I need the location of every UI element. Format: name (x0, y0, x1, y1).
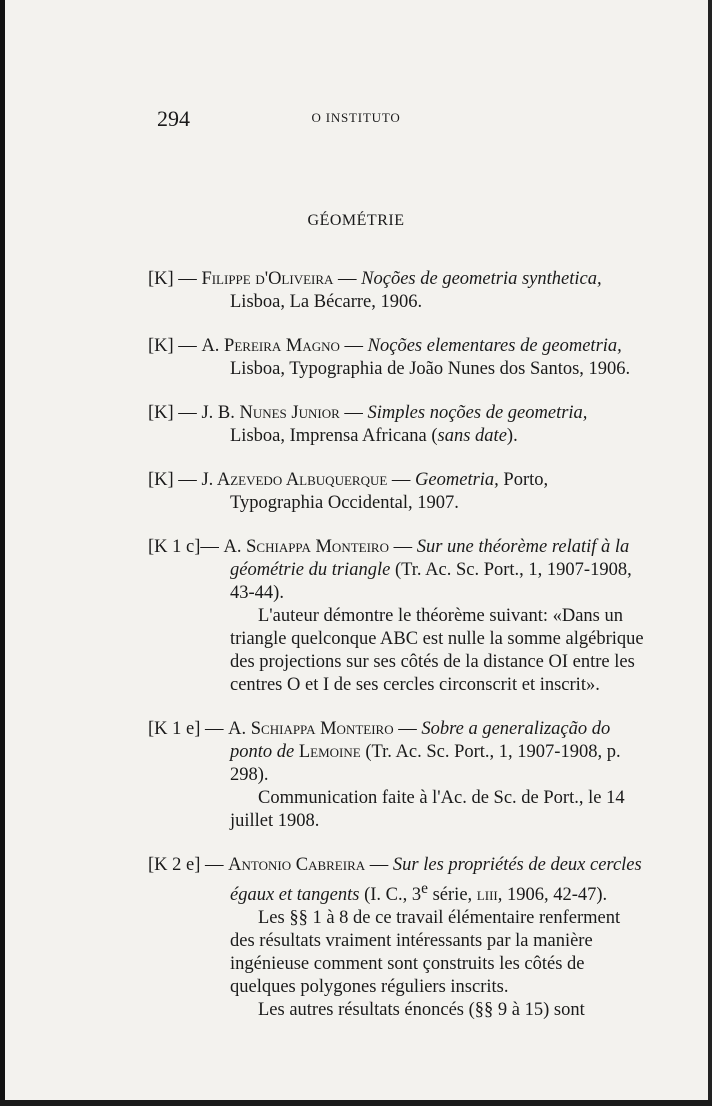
entry-author: A. Pereira Magno (201, 336, 340, 356)
entry-title: Sur les propriétés de deux cercles égaux et tangents (230, 855, 642, 906)
entry-details: Lisboa, Imprensa Africana ( (230, 426, 438, 446)
entry-details: Lisboa, Typographia de João Nunes dos Santos, 1906. (230, 359, 631, 379)
scan-edge-left (0, 0, 5, 1106)
bibliography-entry: [K] — J. B. Nunes Junior — Simples noções de geometria, Lisboa, Imprensa Africana (sans date). (148, 403, 588, 446)
bibliography-entry: [K] — Filippe d'Oliveira — Noções de geometria synthetica, Lisboa, La Bécarre, 1906. (148, 269, 602, 312)
entry-tag: [K 1 c]— (148, 537, 219, 557)
entry-title: Sobre a generalização do ponto de (230, 719, 611, 762)
entry-details: Lisboa, La Bécarre, 1906. (230, 292, 423, 312)
entry-tag: [K] — (148, 336, 197, 356)
entry-tag: [K] — (148, 269, 197, 289)
entry-author: Filippe d'Oliveira (201, 269, 334, 289)
bibliography-entry: [K] — A. Pereira Magno — Noções elementares de geometria, Lisboa, Typographia de João Nunes dos Santos, 1906. (148, 336, 631, 379)
entry-title: Noções de geometria synthetica, (361, 269, 602, 289)
entry-title: Sur une théorème relatif à la géométrie du triangle (230, 537, 630, 580)
description-paragraph: Les autres résultats énoncés (§§ 9 à 15) sont (258, 1000, 585, 1021)
page-number: 294 (157, 106, 190, 131)
entry-details-end: , 1906, 42-47). (497, 885, 608, 906)
entry-description (148, 907, 644, 1022)
entry-title: Geometria, (415, 470, 499, 490)
entry-author: J. B. Nunes Junior (201, 403, 340, 423)
description-paragraph: Les §§ 1 à 8 de ce travail élémentaire renferment des résultats vraiment intéressants par la manière ingénieuse comment sont çonstruits les côtés de quelques polygones réguliers inscrits. (230, 908, 621, 998)
entry-tag: [K] — (148, 470, 197, 490)
entry-title: Simples noções de geometria, (367, 403, 588, 423)
section-title: GÉOMÉTRIE (307, 212, 405, 229)
bibliography-entry: [K 2 e] — Antonio Cabreira — Sur les propriétés de deux cercles égaux et tangents (I. C., 3e série, liii, 1906, 42-47). Les §§ 1 à 8 de ce travail élémentaire renferment des résultats vraiment intéressants par la manière ingénieuse comment sont çonstruits les côtés de quelques polygones réguliers inscrits. Les autres résultats énoncés (§§ 9 à 15) sont (148, 854, 644, 1022)
scan-edge-right (708, 0, 712, 1106)
bibliography-list (148, 268, 644, 1043)
description-paragraph: L'auteur démontre le théorème suivant: «Dans un triangle quelconque ABC est nulle la somme algébrique des projections sur ses côtés de la distance OI entre les centres O et I de ses cercles circonscrit et inscrit». (230, 606, 644, 695)
bibliography-entry: [K 1 c]— A. Schiappa Monteiro — Sur une théorème relatif à la géométrie du triangle (Tr. Ac. Sc. Port., 1, 1907-1908, 43-44). L'auteur démontre le théorème suivant: «Dans un triangle quelconque ABC est nulle la somme algébrique des projections sur ses côtés de la distance OI entre les centres O et I de ses cercles circonscrit et inscrit». (148, 537, 644, 695)
entry-title: Noções elementares de geometria, (367, 336, 622, 356)
entry-tag: [K] — (148, 403, 197, 423)
entry-details-mid: série, (427, 885, 477, 906)
entry-details: (Tr. Ac. Sc. Port., 1, 1907-1908, p. 298). (230, 742, 621, 785)
entry-description (148, 605, 644, 697)
entry-superscript: e (421, 880, 428, 897)
entry-details-italic: sans date (437, 426, 507, 446)
entry-details: (I. C., 3 (364, 885, 422, 906)
page-header (0, 106, 712, 136)
entry-tag: [K 2 e] — (148, 855, 224, 875)
entry-author: J. Azevedo Albuquerque (201, 470, 388, 490)
entry-details: (Tr. Ac. Sc. Port., 1, 1907-1908, 43-44). (230, 560, 632, 603)
entry-author: A. Schiappa Monteiro (223, 537, 389, 557)
entry-details: Porto, Typographia Occidental, 1907. (230, 470, 549, 513)
entry-tag: [K 1 e] — (148, 719, 224, 739)
entry-description (148, 787, 644, 833)
scan-edge-bottom (0, 1100, 712, 1106)
entry-details-end: ). (506, 426, 518, 446)
entry-volume: liii (476, 885, 498, 906)
entry-author: A. Schiappa Monteiro (228, 719, 394, 739)
description-paragraph: Communication faite à l'Ac. de Sc. de Port., le 14 juillet 1908. (230, 788, 625, 831)
running-title: O INSTITUTO (311, 110, 401, 125)
bibliography-entry: [K] — J. Azevedo Albuquerque — Geometria, Porto, Typographia Occidental, 1907. (148, 470, 549, 513)
bibliography-entry: [K 1 e] — A. Schiappa Monteiro — Sobre a generalização do ponto de Lemoine (Tr. Ac. Sc. Port., 1, 1907-1908, p. 298). Communication faite à l'Ac. de Sc. de Port., le 14 juillet 1908. (148, 718, 644, 833)
entry-author: Antonio Cabreira (228, 855, 366, 875)
entry-name: Lemoine (298, 742, 361, 762)
